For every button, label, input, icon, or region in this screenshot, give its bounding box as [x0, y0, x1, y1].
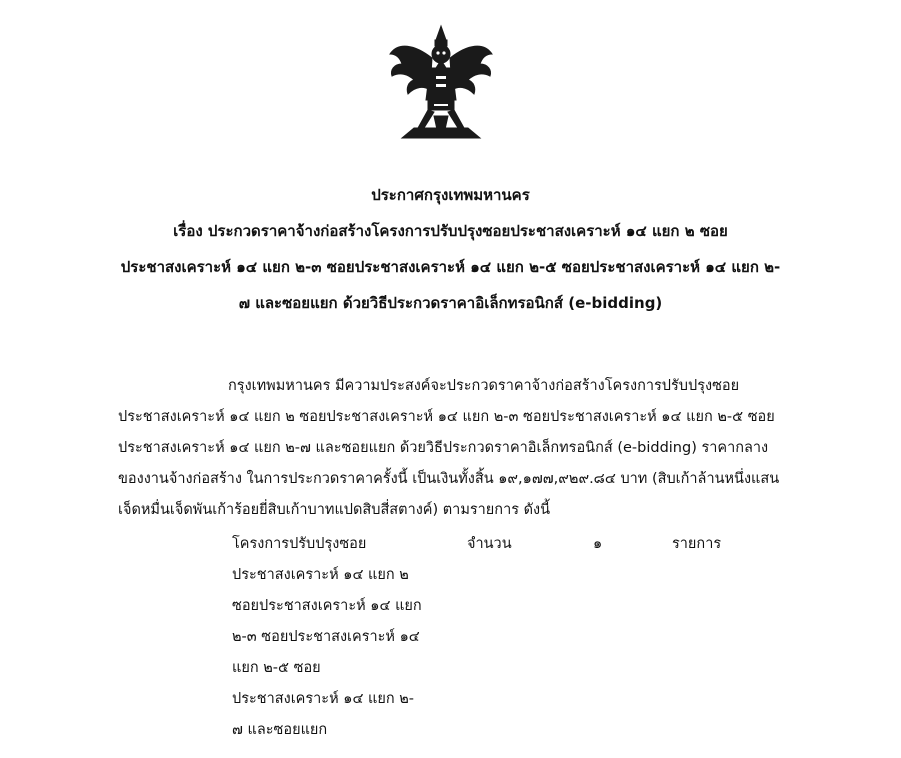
paragraph-line-1: กรุงเทพมหานคร มีความประสงค์จะประกวดราคาจ้างก่อสร้างโครงการปรับปรุงซอย — [228, 378, 740, 394]
paragraph-line-5: เจ็ดหมื่นเจ็ดพันเก้าร้อยยี่สิบเก้าบาทแปดสิบสี่สตางค์) ตามรายการ ดังนี้ — [118, 502, 551, 518]
project-line-3: ซอยประชาสงเคราะห์ ๑๔ แยก — [232, 598, 422, 614]
paragraph-line-4: ของงานจ้างก่อสร้าง ในการประกวดราคาครั้งนี้ เป็นเงินทั้งสิ้น ๑๙,๑๗๗,๙๒๙.๘๔ บาท (สิบเก้าล้านหนึ่งแสน — [118, 471, 780, 487]
garuda-emblem — [384, 24, 498, 142]
subject-line-3: ๗ และซอยแยก ด้วยวิธีประกวดราคาอิเล็กทรอนิกส์ (e-bidding) — [238, 294, 663, 312]
subject-line-1: เรื่อง ประกวดราคาจ้างก่อสร้างโครงการปรับปรุงซอยประชาสงเคราะห์ ๑๔ แยก ๒ ซอย — [173, 222, 728, 240]
project-line-1: โครงการปรับปรุงซอย — [232, 536, 367, 552]
paragraph-line-3: ประชาสงเคราะห์ ๑๔ แยก ๒-๗ และซอยแยก ด้วยวิธีประกวดราคาอิเล็กทรอนิกส์ (e-bidding) ราคากลาง — [118, 440, 769, 456]
project-line-7: ๗ และซอยแยก — [232, 722, 328, 738]
project-line-6: ประชาสงเคราะห์ ๑๔ แยก ๒- — [232, 691, 415, 707]
paragraph-line-2: ประชาสงเคราะห์ ๑๔ แยก ๒ ซอยประชาสงเคราะห์ ๑๔ แยก ๒-๓ ซอยประชาสงเคราะห์ ๑๔ แยก ๒-๕ ซอย — [118, 409, 775, 425]
garuda-emblem-icon — [384, 24, 498, 142]
project-line-5: แยก ๒-๕ ซอย — [232, 660, 321, 676]
subject-line-2: ประชาสงเคราะห์ ๑๔ แยก ๒-๓ ซอยประชาสงเคราะห์ ๑๔ แยก ๒-๕ ซอยประชาสงเคราะห์ ๑๔ แยก ๒- — [120, 258, 781, 276]
project-line-2: ประชาสงเคราะห์ ๑๔ แยก ๒ — [232, 567, 409, 583]
unit-label: รายการ — [672, 536, 722, 552]
quantity-value: ๑ — [593, 536, 603, 552]
quantity-label: จำนวน — [467, 536, 512, 552]
project-line-4: ๒-๓ ซอยประชาสงเคราะห์ ๑๔ — [232, 629, 420, 645]
announcement-issuer: ประกาศกรุงเทพมหานคร — [371, 186, 530, 204]
